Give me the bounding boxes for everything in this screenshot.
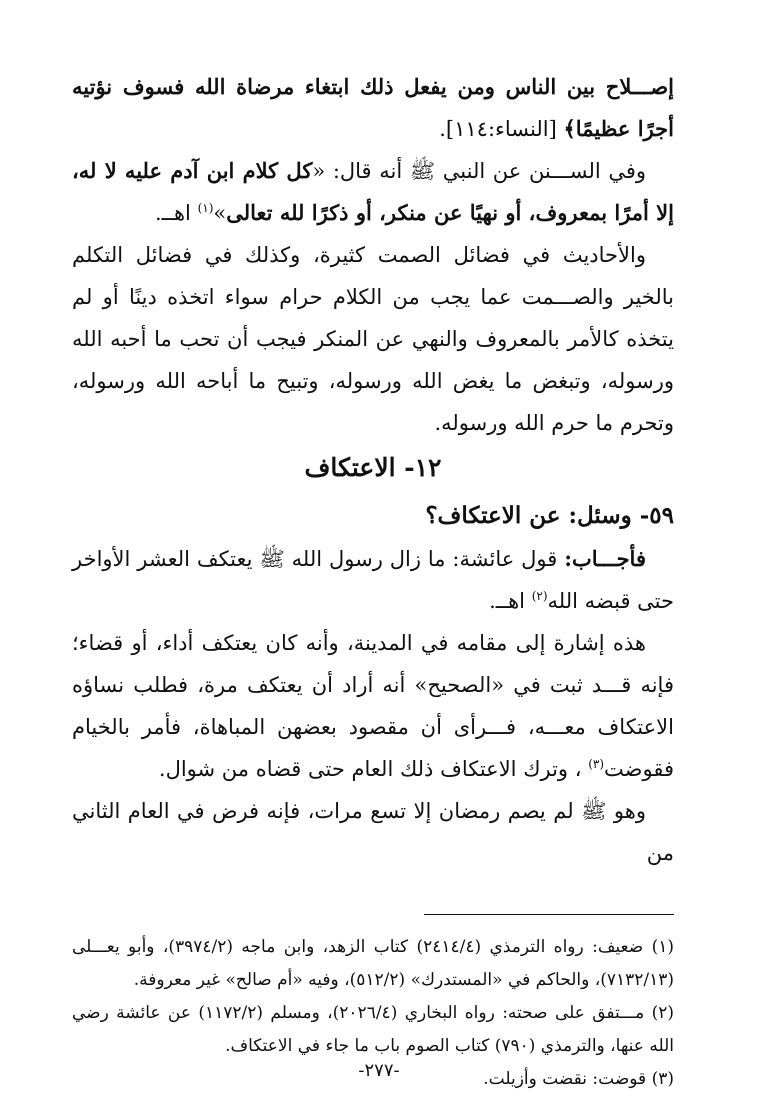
explanation-text-a: هذه إشارة إلى مقامه في المدينة، وأنه كان يعتكف أداء، أو قضاء؛ فإنه قـــد ثبت في «الصحيح» أنه أراد أن يعتكف مرة، فطلب نساؤه الاعتكاف معـــه، فـــرأى أن مقصود بعضهن المباهاة، فأمر بالخيام فقوضت [72, 631, 674, 781]
quran-verse-paragraph [72, 66, 674, 150]
section-heading: ١٢- الاعتكاف [304, 453, 442, 482]
quran-reference: [النساء:١١٤]. [439, 117, 557, 141]
footnote-2: (٢) مـــتفق على صحته: رواه البخاري (٢٠٢٦/٤)، ومسلم (١١٧٢/٢) عن عائشة رضي الله عنها، والترمذي (٧٩٠) كتاب الصوم باب ما جاء في الاعتكاف. [72, 1003, 674, 1056]
silence-paragraph: والأحاديث في فضائل الصمت كثيرة، وكذلك في فضائل التكلم بالخير والصـــمت عما يجب من الكلام حرام سواء اتخذه دينًا أو لم يتخذه كالأمر بالمعروف والنهي عن المنكر فيجب أن تحب ما أحبه الله ورسوله، وتبغض ما يغض الله ورسوله، وتبيح ما أباحه الله ورسوله، وتحرم ما حرم الله ورسوله. [72, 243, 674, 435]
hadith-text: كل كلام ابن آدم عليه لا له، إلا أمرًا بمعروف، أو نهيًا عن منكر، أو ذكرًا لله تعالى [72, 158, 674, 225]
hadith-paragraph [72, 150, 674, 234]
answer-text: قول عائشة: ما زال رسول الله ﷺ يعتكف العشر الأواخر حتى قبضه الله [72, 547, 674, 613]
hadith-intro: وفي الســـنن عن النبي ﷺ أنه قال: « [312, 159, 646, 183]
footnote-3: (٣) قوضت: نقضت وأزيلت. [483, 1069, 674, 1089]
answer-tail: اهــ. [489, 589, 532, 613]
footnote-1: (١) ضعيف: رواه الترمذي (٢٤١٤/٤) كتاب الزهد، وابن ماجه (٣٩٧٤/٢)، وأبو يعـــلى (٧١٣٢/١٣)، والحاكم في «المستدرك» (٥١٢/٢)، وفيه «أم صالح» غير معروفة. [72, 937, 674, 990]
ramadan-paragraph: وهو ﷺ لم يصم رمضان إلا تسع مرات، فإنه فرض في العام الثاني من [72, 799, 674, 865]
explanation-paragraph [72, 622, 674, 790]
quran-verse-text: إصـــلاح بين الناس ومن يفعل ذلك ابتغاء مرضاة الله فسوف نؤتيه أجرًا عظيمًا﴾ [72, 74, 674, 141]
answer-label: فأجـــاب: [564, 546, 646, 571]
page-number: -٢٧٧- [358, 1060, 400, 1081]
answer-paragraph [72, 538, 674, 622]
footnote-marker-3: (٣) [588, 757, 605, 771]
book-page [72, 66, 674, 1089]
footnote-marker-2: (٢) [531, 589, 548, 603]
footnote-separator [424, 914, 674, 915]
question-title: ٥٩- وسئل: عن الاعتكاف؟ [425, 502, 674, 529]
explanation-text-b: ، وترك الاعتكاف ذلك العام حتى قضاه من شوال. [158, 757, 589, 781]
hadith-tail: اهــ. [154, 201, 198, 225]
footnote-separator-wrap [72, 914, 674, 915]
hadith-close-quote: » [213, 201, 227, 225]
footnote-marker-1: (١) [197, 201, 214, 215]
